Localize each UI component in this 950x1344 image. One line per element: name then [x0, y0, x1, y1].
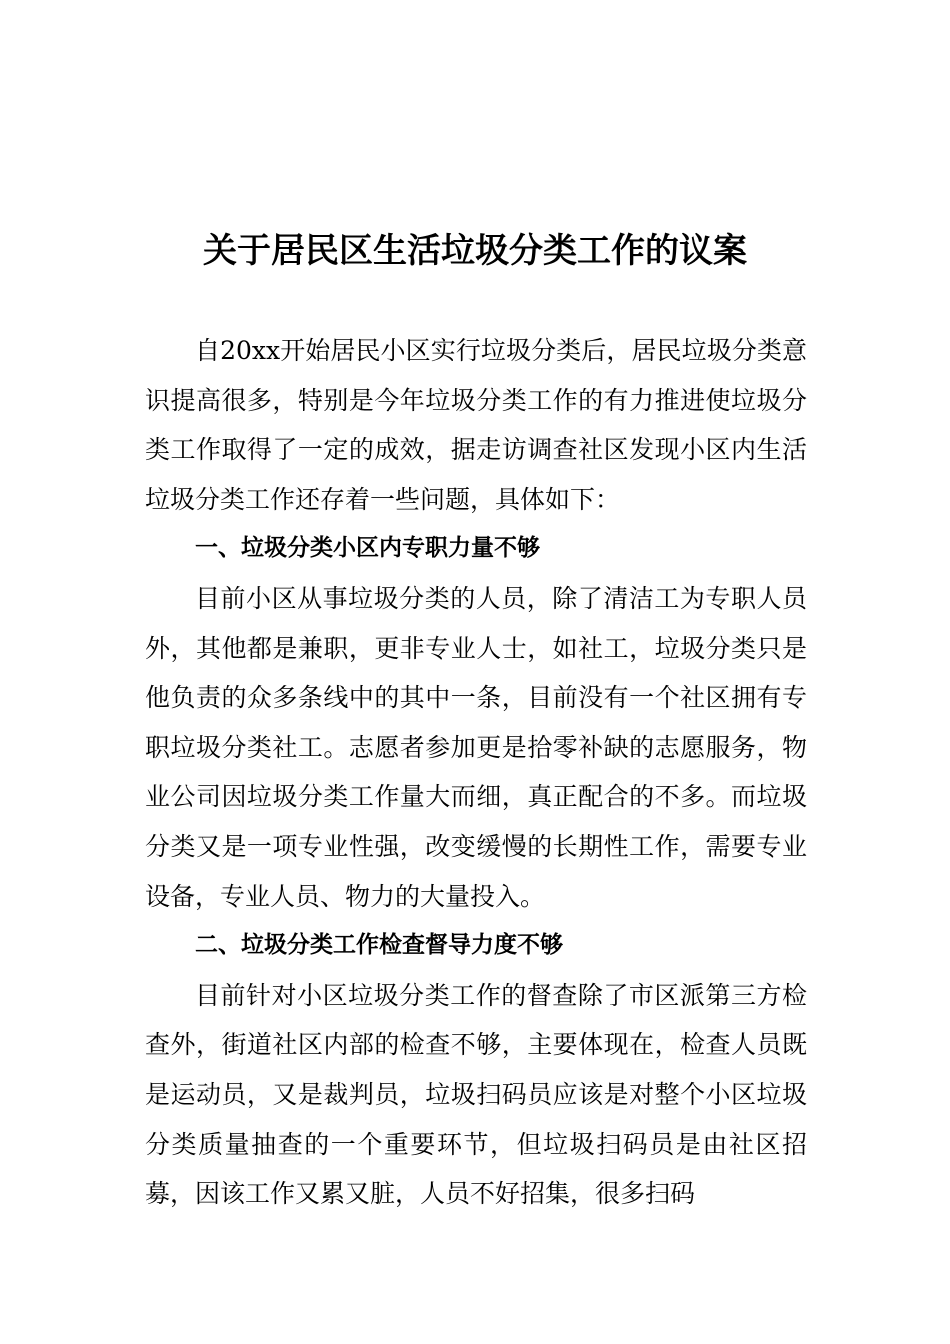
intro-paragraph: 自20xx开始居民小区实行垃圾分类后，居民垃圾分类意识提高很多，特别是今年垃圾分类工作的有力推进使垃圾分类工作取得了一定的成效，据走访调查社区发现小区内生活垃圾分类工作还存着一些问题，具体如下：: [145, 336, 807, 514]
document-title: 关于居民区生活垃圾分类工作的议案: [203, 231, 747, 271]
section-heading-1: 一、垃圾分类小区内专职力量不够: [195, 535, 540, 562]
section-body-2: 目前针对小区垃圾分类工作的督查除了市区派第三方检查外，街道社区内部的检查不够，主要体现在，检查人员既是运动员，又是裁判员，垃圾扫码员应该是对整个小区垃圾分类质量抽查的一个重要环节，但垃圾扫码员是由社区招募，因该工作又累又脏，人员不好招集，很多扫码: [145, 980, 807, 1209]
document-body: [145, 326, 807, 1219]
section-body-1: 目前小区从事垃圾分类的人员，除了清洁工为专职人员外，其他都是兼职，更非专业人士，如社工，垃圾分类只是他负责的众多条线中的其中一条，目前没有一个社区拥有专职垃圾分类社工。志愿者参加更是拾零补缺的志愿服务，物业公司因垃圾分类工作量大而细，真正配合的不多。而垃圾分类又是一项专业性强，改变缓慢的长期性工作，需要专业设备，专业人员、物力的大量投入。: [145, 583, 807, 911]
section-heading-2: 二、垃圾分类工作检查督导力度不够: [195, 932, 563, 959]
